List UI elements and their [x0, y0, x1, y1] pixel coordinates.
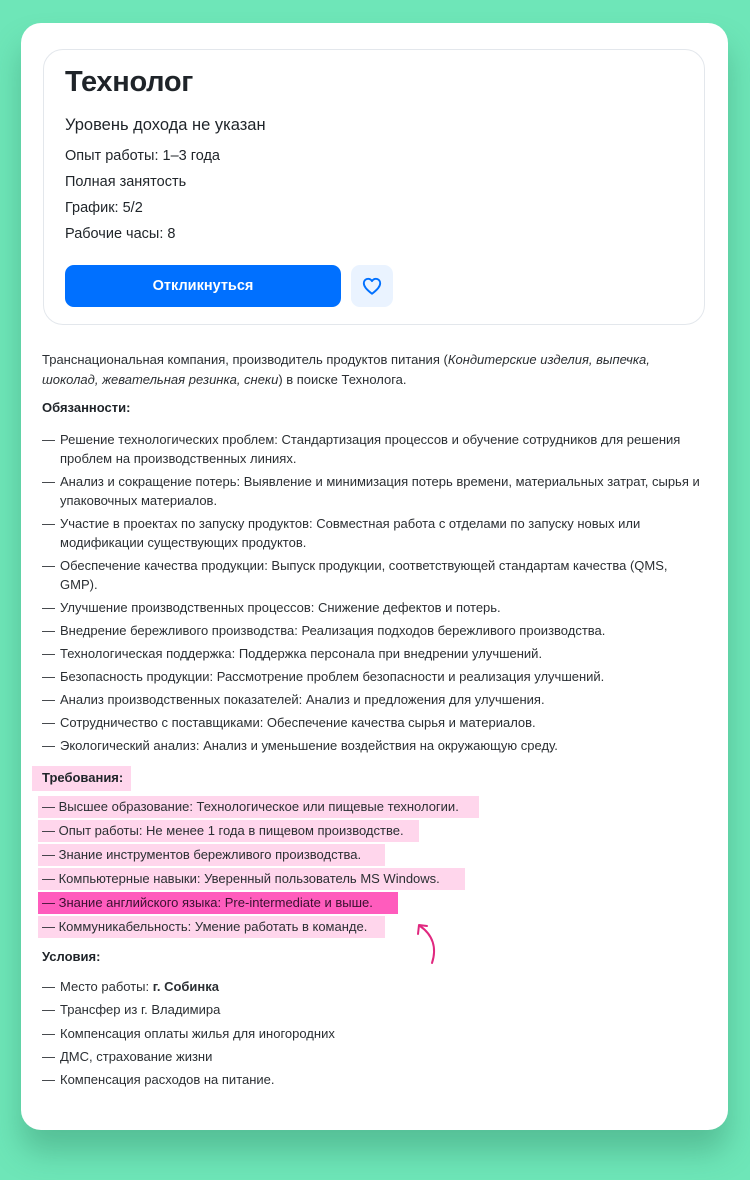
list-item: — ДМС, страхование жизни	[42, 1047, 706, 1066]
list-item: — Анализ производственных показателей: Анализ и предложения для улучшения.	[42, 690, 706, 709]
list-item: — Технологическая поддержка: Поддержка персонала при внедрении улучшений.	[42, 644, 706, 663]
conditions-heading: Условия:	[42, 949, 101, 964]
apply-button[interactable]: Откликнуться	[65, 265, 341, 307]
vacancy-header-card	[43, 49, 705, 325]
requirements-heading: Требования:	[42, 770, 124, 785]
conditions-list	[42, 977, 706, 1093]
workplace-value: г. Собинка	[152, 979, 220, 994]
list-item: — Сотрудничество с поставщиками: Обеспечение качества сырья и материалов.	[42, 713, 706, 732]
annotation-arrow-icon	[411, 923, 451, 983]
requirement-item: — Коммуникабельность: Умение работать в команде.	[38, 916, 385, 938]
vacancy-intro	[42, 350, 706, 390]
requirement-item: — Знание инструментов бережливого производства.	[38, 844, 385, 866]
requirement-item: — Высшее образование: Технологическое или пищевые технологии.	[38, 796, 479, 818]
duties-heading: Обязанности:	[42, 400, 131, 415]
schedule-text: График: 5/2	[65, 200, 143, 216]
favorite-button[interactable]	[351, 265, 393, 307]
requirement-item: — Опыт работы: Не менее 1 года в пищевом производстве.	[38, 820, 419, 842]
workplace-label: Место работы:	[60, 979, 153, 994]
list-item: — Компенсация оплаты жилья для иногородних	[42, 1024, 706, 1043]
duties-list	[42, 430, 706, 759]
list-item: — Решение технологических проблем: Стандартизация процессов и обучение сотрудников для решения проблем на производственных линиях.	[42, 430, 706, 468]
intro-text: Транснациональная компания, производитель продуктов питания (	[42, 352, 448, 367]
vacancy-title: Технолог	[65, 66, 194, 98]
heart-icon	[362, 277, 382, 295]
intro-products: Кондитерские изделия, выпечка, шоколад, жевательная резинка, снеки	[42, 352, 650, 387]
list-item: — Улучшение производственных процессов: Снижение дефектов и потерь.	[42, 598, 706, 617]
hours-text: Рабочие часы: 8	[65, 226, 176, 242]
list-item: — Экологический анализ: Анализ и уменьшение воздействия на окружающую среду.	[42, 736, 706, 755]
list-item: — Анализ и сокращение потерь: Выявление и минимизация потерь времени, материальных затрат, сырья и упаковочных материалов.	[42, 472, 706, 510]
intro-text-end: ) в поиске Технолога.	[278, 372, 407, 387]
requirement-item-highlighted: — Знание английского языка: Pre-intermediate и выше.	[38, 892, 398, 914]
list-item: — Компенсация расходов на питание.	[42, 1070, 706, 1089]
employment-text: Полная занятость	[65, 174, 187, 190]
salary-text: Уровень дохода не указан	[65, 116, 266, 134]
list-item: — Внедрение бережливого производства: Реализация подходов бережливого производства.	[42, 621, 706, 640]
list-item: — Обеспечение качества продукции: Выпуск продукции, соответствующей стандартам качества (QMS, GMP).	[42, 556, 706, 594]
experience-text: Опыт работы: 1–3 года	[65, 148, 220, 164]
list-item	[42, 977, 706, 996]
list-item: — Участие в проектах по запуску продуктов: Совместная работа с отделами по запуску новых или модификации существующих продуктов.	[42, 514, 706, 552]
list-item: — Трансфер из г. Владимира	[42, 1000, 706, 1019]
list-item: — Безопасность продукции: Рассмотрение проблем безопасности и реализация улучшений.	[42, 667, 706, 686]
requirement-item: — Компьютерные навыки: Уверенный пользователь MS Windows.	[38, 868, 465, 890]
vacancy-page	[21, 23, 728, 1130]
